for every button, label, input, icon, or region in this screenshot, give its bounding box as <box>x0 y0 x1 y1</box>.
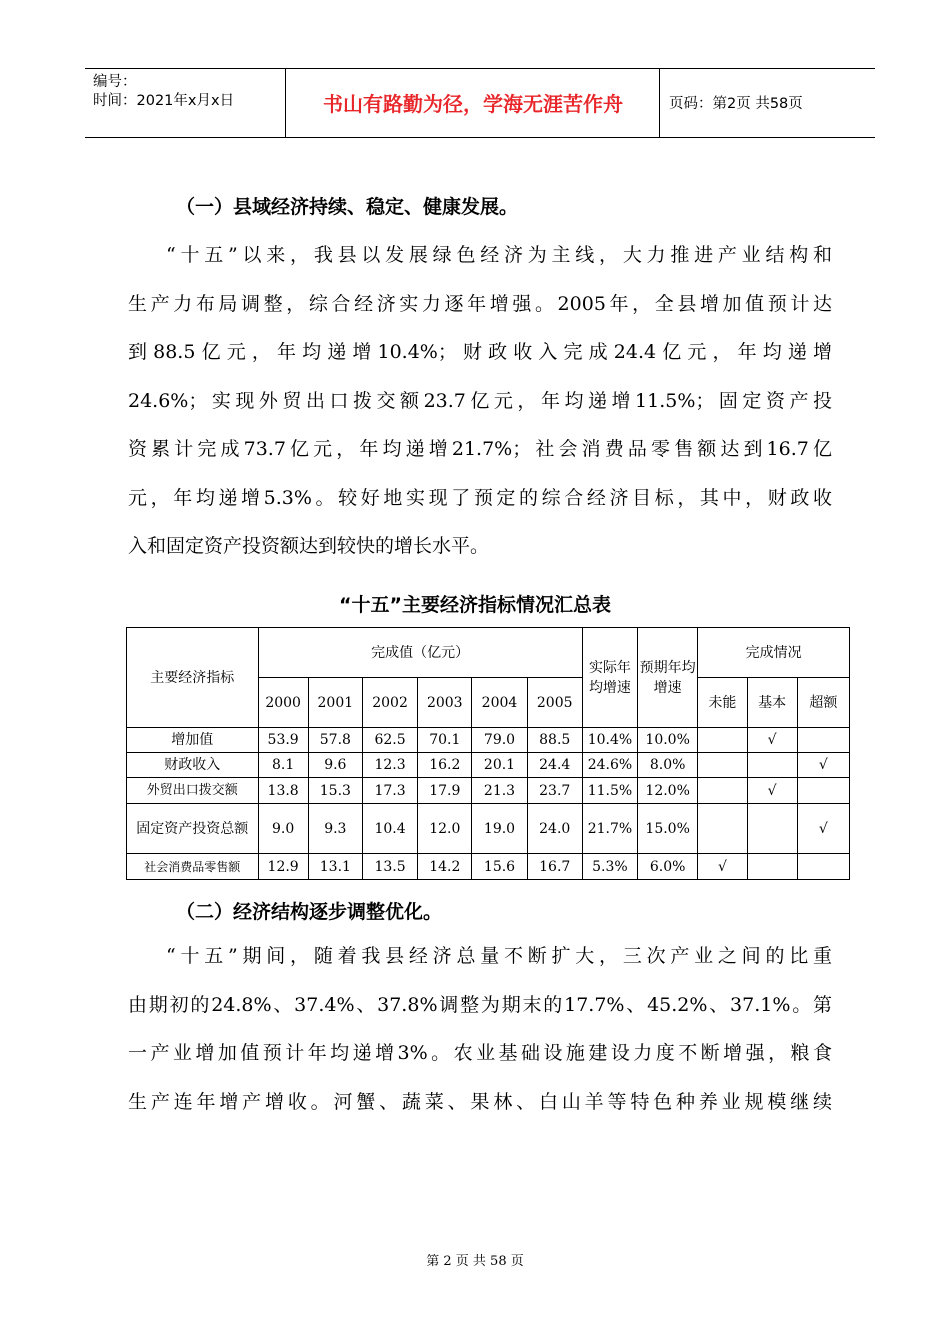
value-cell: 17.9 <box>418 778 472 804</box>
status-mark <box>797 728 849 753</box>
section-heading: （二）经济结构逐步调整优化。 <box>176 901 443 923</box>
header-indicator: 主要经济指标 <box>127 628 259 728</box>
status-mark <box>698 804 747 854</box>
status-mark <box>747 753 797 778</box>
indicator-table <box>126 627 850 880</box>
actual-growth-cell: 21.7% <box>582 804 637 854</box>
row-indicator: 财政收入 <box>127 753 259 778</box>
header-page-number: 页码：第2页 共58页 <box>669 96 803 112</box>
status-header: 超额 <box>797 678 849 728</box>
value-cell: 21.3 <box>472 778 527 804</box>
header-actual-growth: 实际年均增速 <box>582 628 637 728</box>
year-header: 2001 <box>308 678 362 728</box>
paragraph-line: 入和固定资产投资额达到较快的增长水平。 <box>128 535 490 557</box>
row-indicator: 外贸出口拨交额 <box>127 778 259 804</box>
paragraph-line: 一产业增加值预计年均递增3%。农业基础设施建设力度不断增强，粮食 <box>128 1042 832 1064</box>
year-header: 2000 <box>258 678 308 728</box>
value-cell: 24.0 <box>527 804 582 854</box>
paragraph-line: 资累计完成73.7亿元，年均递增21.7%；社会消费品零售额达到16.7亿 <box>128 438 832 460</box>
value-cell: 9.0 <box>258 804 308 854</box>
header-divider <box>659 69 660 137</box>
value-cell: 88.5 <box>527 728 582 753</box>
year-header: 2002 <box>362 678 417 728</box>
status-header: 基本 <box>747 678 797 728</box>
header-number: 编号： <box>93 74 137 90</box>
value-cell: 15.3 <box>308 778 362 804</box>
value-cell: 16.7 <box>527 854 582 880</box>
value-cell: 19.0 <box>472 804 527 854</box>
paragraph-line: 生产力布局调整，综合经济实力逐年增强。2005年，全县增加值预计达 <box>128 292 832 315</box>
expected-growth-cell: 12.0% <box>638 778 698 804</box>
value-cell: 79.0 <box>472 728 527 753</box>
page-header <box>85 68 875 138</box>
header-values: 完成值（亿元） <box>258 628 582 678</box>
status-header: 未能 <box>698 678 747 728</box>
actual-growth-cell: 5.3% <box>582 854 637 880</box>
header-motto: 书山有路勤为径，学海无涯苦作舟 <box>323 92 623 116</box>
table-row <box>127 778 850 804</box>
status-mark: √ <box>747 778 797 804</box>
actual-growth-cell: 11.5% <box>582 778 637 804</box>
expected-growth-cell: 8.0% <box>638 753 698 778</box>
value-cell: 9.3 <box>308 804 362 854</box>
status-mark: √ <box>797 753 849 778</box>
header-expected-growth: 预期年均增速 <box>638 628 698 728</box>
table-title: “十五”主要经济指标情况汇总表 <box>339 594 611 616</box>
table-row <box>127 804 850 854</box>
expected-growth-cell: 15.0% <box>638 804 698 854</box>
status-mark <box>698 753 747 778</box>
value-cell: 13.5 <box>362 854 417 880</box>
year-header: 2003 <box>418 678 472 728</box>
header-time: 时间：2021年x月x日 <box>93 93 235 109</box>
row-indicator: 固定资产投资总额 <box>127 804 259 854</box>
section1-paragraph <box>128 231 832 571</box>
value-cell: 8.1 <box>258 753 308 778</box>
row-indicator: 社会消费品零售额 <box>127 854 259 880</box>
value-cell: 13.1 <box>308 854 362 880</box>
value-cell: 12.3 <box>362 753 417 778</box>
status-mark <box>747 804 797 854</box>
status-mark: √ <box>797 804 849 854</box>
value-cell: 16.2 <box>418 753 472 778</box>
value-cell: 20.1 <box>472 753 527 778</box>
status-mark <box>797 778 849 804</box>
paragraph-line: “十五”期间，随着我县经济总量不断扩大，三次产业之间的比重 <box>166 945 832 967</box>
row-indicator: 增加值 <box>127 728 259 753</box>
section2-paragraph <box>128 932 832 1126</box>
value-cell: 14.2 <box>418 854 472 880</box>
header-meta <box>93 73 234 111</box>
value-cell: 12.9 <box>258 854 308 880</box>
status-mark <box>698 778 747 804</box>
year-header: 2004 <box>472 678 527 728</box>
paragraph-line: 24.6%；实现外贸出口拨交额23.7亿元，年均递增11.5%；固定资产投 <box>128 389 832 412</box>
table-row <box>127 728 850 753</box>
status-mark: √ <box>698 854 747 880</box>
paragraph-line: “十五”以来，我县以发展绿色经济为主线，大力推进产业结构和 <box>166 244 832 266</box>
value-cell: 10.4 <box>362 804 417 854</box>
table-row <box>127 753 850 778</box>
actual-growth-cell: 24.6% <box>582 753 637 778</box>
value-cell: 9.6 <box>308 753 362 778</box>
header-status: 完成情况 <box>698 628 850 678</box>
section-heading: （一）县域经济持续、稳定、健康发展。 <box>176 196 519 218</box>
value-cell: 24.4 <box>527 753 582 778</box>
value-cell: 17.3 <box>362 778 417 804</box>
expected-growth-cell: 6.0% <box>638 854 698 880</box>
status-mark <box>797 854 849 880</box>
status-mark <box>698 728 747 753</box>
value-cell: 57.8 <box>308 728 362 753</box>
actual-growth-cell: 10.4% <box>582 728 637 753</box>
value-cell: 23.7 <box>527 778 582 804</box>
table-row <box>127 854 850 880</box>
expected-growth-cell: 10.0% <box>638 728 698 753</box>
page-footer: 第 2 页 共 58 页 <box>426 1254 524 1269</box>
paragraph-line: 到88.5亿元，年均递增10.4%；财政收入完成24.4亿元，年均递增 <box>128 341 832 363</box>
status-mark <box>747 854 797 880</box>
paragraph-line: 生产连年增产增收。河蟹、蔬菜、果林、白山羊等特色种养业规模继续 <box>128 1090 832 1113</box>
value-cell: 12.0 <box>418 804 472 854</box>
status-mark: √ <box>747 728 797 753</box>
value-cell: 13.8 <box>258 778 308 804</box>
header-divider <box>285 69 286 137</box>
paragraph-line: 由期初的24.8%、37.4%、37.8%调整为期末的17.7%、45.2%、37.1%。第 <box>128 993 832 1016</box>
paragraph-line: 元，年均递增5.3%。较好地实现了预定的综合经济目标，其中，财政收 <box>128 486 832 509</box>
value-cell: 15.6 <box>472 854 527 880</box>
value-cell: 62.5 <box>362 728 417 753</box>
value-cell: 70.1 <box>418 728 472 753</box>
value-cell: 53.9 <box>258 728 308 753</box>
year-header: 2005 <box>527 678 582 728</box>
